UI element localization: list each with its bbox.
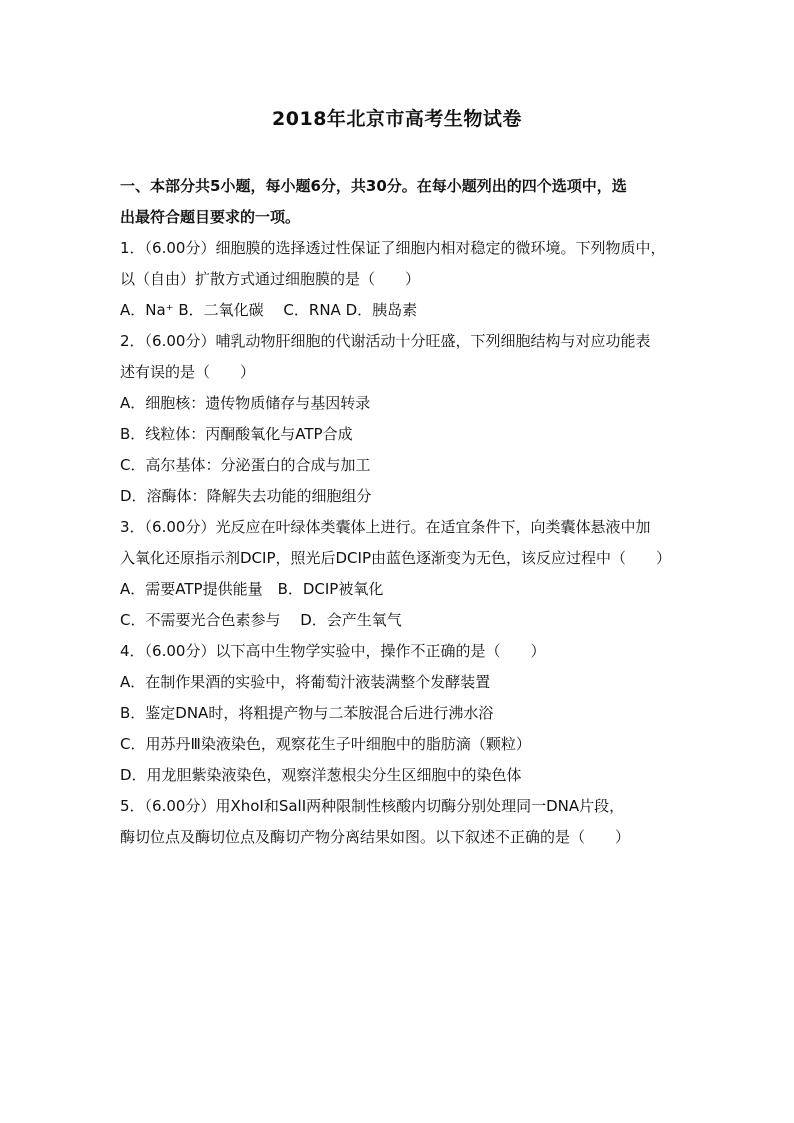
question-2-option-a: A．细胞核：遗传物质储存与基因转录 [120, 394, 371, 412]
question-1-options: A．Na⁺ B．二氧化碳 C．RNA D．胰岛素 [120, 301, 418, 319]
question-3-options-ab: A．需要ATP提供能量 B．DCIP被氧化 [120, 580, 384, 598]
question-2-stem-line-2: 述有误的是（ ） [120, 363, 256, 381]
question-1-stem-line-1: 1．（6.00分）细胞膜的选择透过性保证了细胞内相对稳定的微环境。下列物质中， [120, 239, 666, 257]
question-4-stem: 4．（6.00分）以下高中生物学实验中，操作不正确的是（ ） [120, 642, 546, 660]
question-3-options-cd: C．不需要光合色素参与 D．会产生氧气 [120, 611, 402, 629]
question-5-stem-line-2: 酶切位点及酶切位点及酶切产物分离结果如图。以下叙述不正确的是（ ） [120, 828, 631, 846]
page-title: 2018年北京市高考生物试卷 [272, 108, 522, 130]
section-heading-line-2: 出最符合题目要求的一项。 [120, 208, 301, 226]
section-heading-line-1: 一、本部分共5小题，每小题6分，共30分。在每小题列出的四个选项中，选 [120, 177, 627, 195]
question-5-stem-line-1: 5．（6.00分）用XhoⅠ和SalⅠ两种限制性核酸内切酶分别处理同一DNA片段， [120, 797, 625, 815]
question-3-stem-line-1: 3．（6.00分）光反应在叶绿体类囊体上进行。在适宜条件下，向类囊体悬液中加 [120, 518, 651, 536]
question-1-stem-line-2: 以（自由）扩散方式通过细胞膜的是（ ） [120, 270, 421, 288]
question-2-option-d: D．溶酶体：降解失去功能的细胞组分 [120, 487, 372, 505]
question-4-option-c: C．用苏丹Ⅲ染液染色，观察花生子叶细胞中的脂肪滴（颗粒） [120, 735, 531, 753]
question-2-option-b: B．线粒体：丙酮酸氧化与ATP合成 [120, 425, 353, 443]
question-3-stem-line-2: 入氧化还原指示剂DCIP，照光后DCIP由蓝色逐渐变为无色，该反应过程中（ ） [120, 549, 671, 567]
question-4-option-a: A．在制作果酒的实验中，将葡萄汁液装满整个发酵装置 [120, 673, 491, 691]
question-2-stem-line-1: 2．（6.00分）哺乳动物肝细胞的代谢活动十分旺盛，下列细胞结构与对应功能表 [120, 332, 651, 350]
question-4-option-d: D．用龙胆紫染液染色，观察洋葱根尖分生区细胞中的染色体 [120, 766, 522, 784]
question-4-option-b: B．鉴定DNA时，将粗提产物与二苯胺混合后进行沸水浴 [120, 704, 494, 722]
question-2-option-c: C．高尔基体：分泌蛋白的合成与加工 [120, 456, 371, 474]
